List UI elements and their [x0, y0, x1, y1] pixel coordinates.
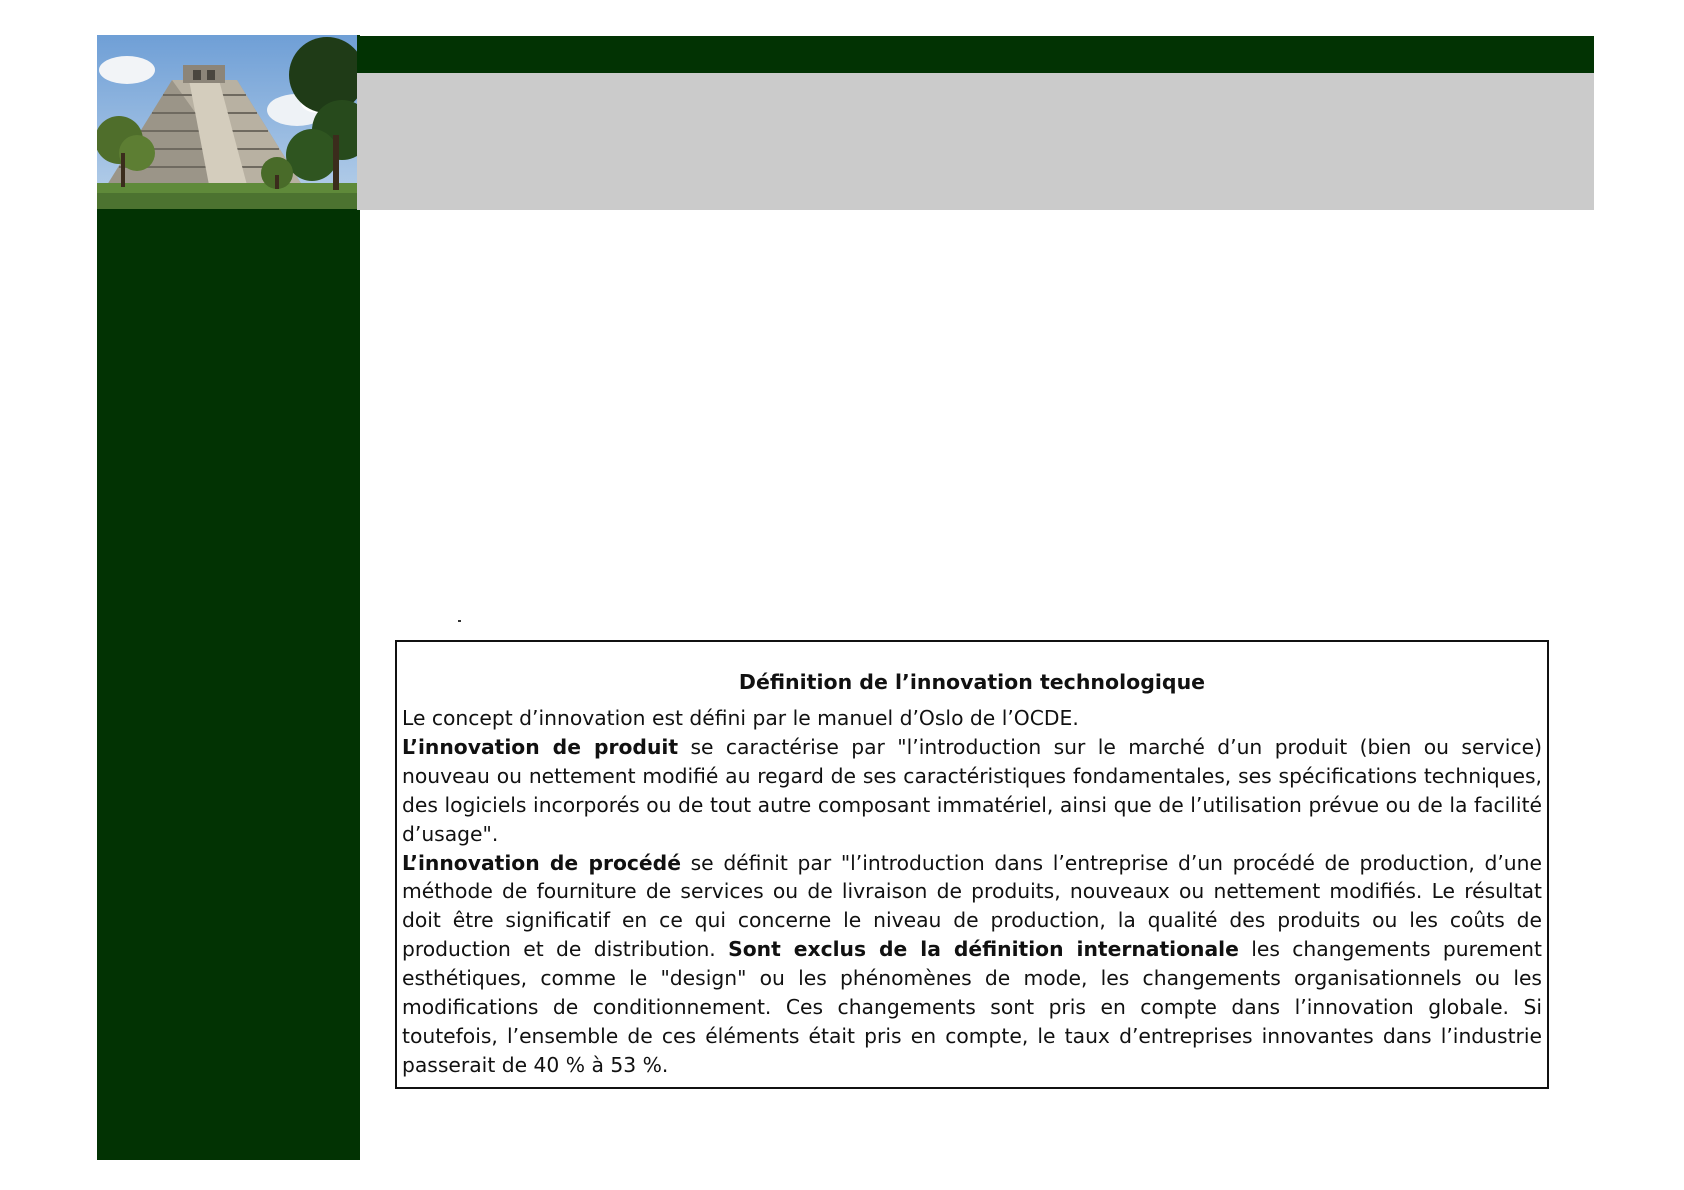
- pyramid-photo: [97, 35, 357, 209]
- product-term: L’innovation de produit: [402, 734, 679, 759]
- pyramid-illustration: [97, 35, 357, 209]
- header-top-band: [357, 36, 1594, 73]
- definition-paragraph: [402, 704, 1542, 1080]
- product-text: se caractérise par "l’introduction sur le marché d’un produit (bien ou service) nouveau ou nettement modifié au regard de ses caractéristiques fondamentales, ses spécifications techniques, des logiciels incorporés ou de tout autre composant immatériel, ainsi que de l’utilisation prévue ou de la facilité d’usage".: [402, 734, 1542, 846]
- definition-box: [395, 640, 1549, 1089]
- stray-mark: [458, 620, 461, 622]
- title-band: [357, 73, 1594, 210]
- process-term: L’innovation de procédé: [402, 850, 681, 875]
- excluded-text: les changements purement esthétiques, comme le "design" ou les phénomènes de mode, les changements organisationnels ou les modifications de conditionnement. Ces changements sont pris en compte dans l’innovation globale. Si toutefois, l’ensemble de ces éléments était pris en compte, le taux d’entreprises innovantes dans l’industrie passerait de 40 % à 53 %.: [402, 937, 1542, 1077]
- definition-title: Définition de l’innovation technologique: [738, 670, 1206, 694]
- process-text: se définit par "l’introduction dans l’entreprise d’un procédé de production, d’une méthode de fourniture de services ou de livraison de produits, nouveaux ou nettement modifiés. Le résultat doit être significatif en ce qui concerne le niveau de production, la qualité des produits ou les coûts de production et de distribution.: [402, 850, 1542, 962]
- intro-text: Le concept d’innovation est défini par le manuel d’Oslo de l’OCDE.: [402, 706, 1079, 730]
- excluded-term: Sont exclus de la définition internationale: [728, 937, 1239, 962]
